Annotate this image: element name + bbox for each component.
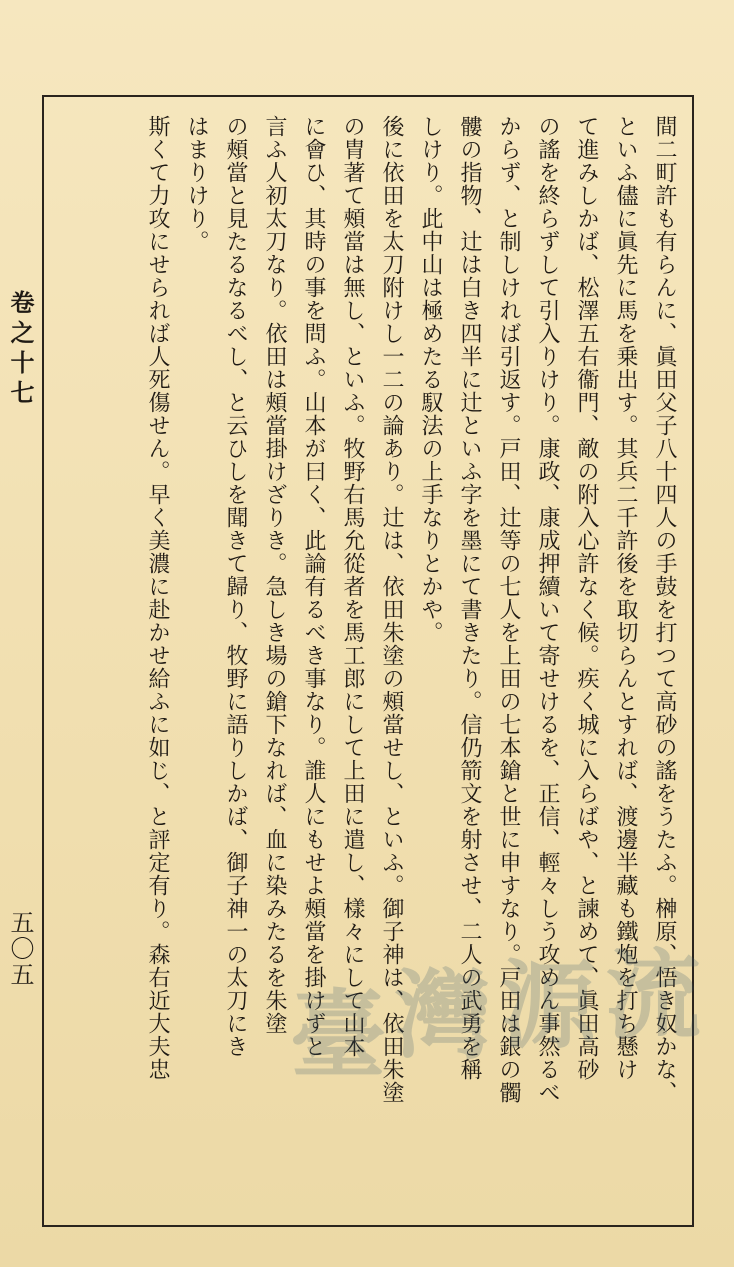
- page-number: 五〇五: [6, 910, 34, 988]
- watermark-glyph: 灣: [395, 959, 491, 1072]
- watermark-glyph: 臺: [290, 979, 386, 1092]
- text-column: 言ふ人初太刀なり。依田は頰當掛けざりき。急しき場の鎗下なれば、血に染みたるを朱塗: [262, 115, 287, 1035]
- text-column: 髏の指物、辻は白き四半に辻といふ字を墨にて書きたり。信仍箭文を射させ、二人の武勇を稱: [457, 115, 482, 1081]
- text-column: からず、と制しければ引返す。戸田、辻等の七人を上田の七本鎗と世に申すなり。戸田は銀の髑: [496, 115, 521, 1104]
- text-column: に會ひ、其時の事を問ふ。山本が曰く、此論有るべき事なり。誰人にもせよ頰當を掛けずと: [301, 115, 326, 1058]
- margin-column: [6, 0, 42, 1267]
- watermark-glyph: 流: [605, 939, 701, 1052]
- volume-label: 卷之十七: [6, 290, 35, 410]
- text-column: はまりけり。: [184, 115, 209, 253]
- vertical-text-body: [58, 115, 684, 1190]
- text-column: の頰當と見たるなるべし、と云ひしを聞きて歸り、牧野に語りしかば、御子神一の太刀にき: [223, 115, 248, 1058]
- text-column: の謠を終らずして引入りけり。康政、康成押續いて寄せけるを、正信、輕々しう攻めん事然るべ: [535, 115, 560, 1104]
- text-column: の胄著て頰當は無し、といふ。牧野右馬允從者を馬工郎にして上田に遣し、樣々にして山本: [340, 115, 365, 1058]
- text-column: 間二町許も有らんに、眞田父子八十四人の手鼓を打つて高砂の謠をうたふ。榊原、悟き奴かな、: [652, 115, 677, 1104]
- text-column: 後に依田を太刀附けし一二の論あり。辻は、依田朱塗の頰當せし、といふ。御子神は、依田朱塗: [379, 115, 404, 1104]
- text-column: て進みしかば、松澤五右衞門、敵の附入心許なく候。疾く城に入らばや、と諫めて、眞田高砂: [574, 115, 599, 1081]
- text-column: といふ儘に眞先に馬を乗出す。其兵二千許後を取切らんとすれば、渡邊半藏も鐵炮を打ち懸け: [613, 115, 638, 1081]
- watermark-glyph: 源: [500, 949, 596, 1062]
- text-column: しけり。此中山は極めたる馭法の上手なりとかや。: [418, 115, 443, 644]
- text-column: 斯くて力攻にせられば人死傷せん。早く美濃に赴かせ給ふに如じ、と評定有り。森右近大夫忠: [145, 115, 170, 1081]
